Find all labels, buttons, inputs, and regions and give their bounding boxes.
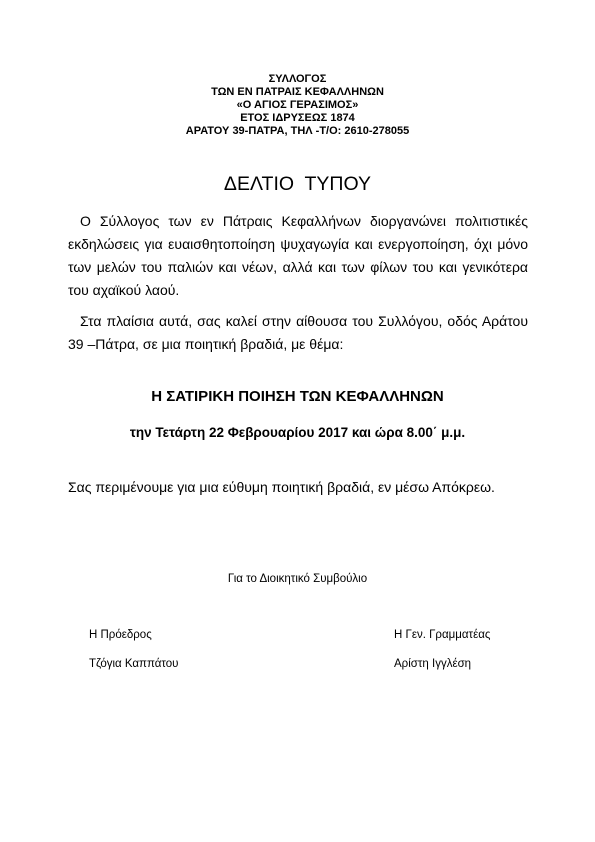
header-line-name: ΤΩΝ ΕΝ ΠΑΤΡΑΙΣ ΚΕΦΑΛΛΗΝΩΝ (211, 86, 384, 98)
header-line-address: ΑΡΑΤΟΥ 39-ΠΑΤΡΑ, ΤΗΛ -Τ/Ο: 2610-278055 (185, 125, 410, 137)
header-line-founded: ΕΤΟΣ ΙΔΡΥΣΕΩΣ 1874 (240, 112, 355, 124)
president-role: Η Πρόεδρος (89, 629, 152, 641)
president-name: Τζόγια Καππάτου (89, 658, 179, 670)
secretary-role: Η Γεν. Γραμματέας (394, 629, 491, 641)
event-date: την Τετάρτη 22 Φεβρουαρίου 2017 και ώρα 8.00΄ μ.μ. (129, 425, 466, 440)
closing-sentence: Σας περιμένουμε για μια εύθυμη ποιητική βραδιά, εν μέσω Απόκρεω. (68, 479, 495, 495)
body-paragraph-2: Στα πλαίσια αυτά, σας καλεί στην αίθουσα του Συλλόγου, οδός Αράτου 39 –Πάτρα, σε μια ποιητική βραδιά, με θέμα: (68, 313, 528, 352)
event-title: Η ΣΑΤΙΡΙΚΗ ΠΟΙΗΣΗ ΤΩΝ ΚΕΦΑΛΛΗΝΩΝ (151, 388, 444, 405)
secretary-name: Αρίστη Ιγγλέση (394, 658, 472, 670)
board-signoff: Για το Διοικητικό Συμβούλιο (227, 573, 368, 585)
organization-header (0, 73, 595, 138)
document-title: ΔΕΛΤΙΟ ΤΥΠΟΥ (223, 173, 372, 195)
header-line-saint: «Ο ΑΓΙΟΣ ΓΕΡΑΣΙΜΟΣ» (236, 99, 359, 111)
body-paragraph-1: Ο Σύλλογος των εν Πάτραις Κεφαλλήνων διοργανώνει πολιτιστικές εκδηλώσεις για ευαισθητοποίηση ψυχαγωγία και ενεργοποίηση, όχι μόνο των μελών του παλιών και νέων, αλλά και των φίλων του και γενικότερα του αχαϊκού λαού. (68, 213, 528, 298)
header-line-association: ΣΥΛΛΟΓΟΣ (268, 73, 327, 85)
